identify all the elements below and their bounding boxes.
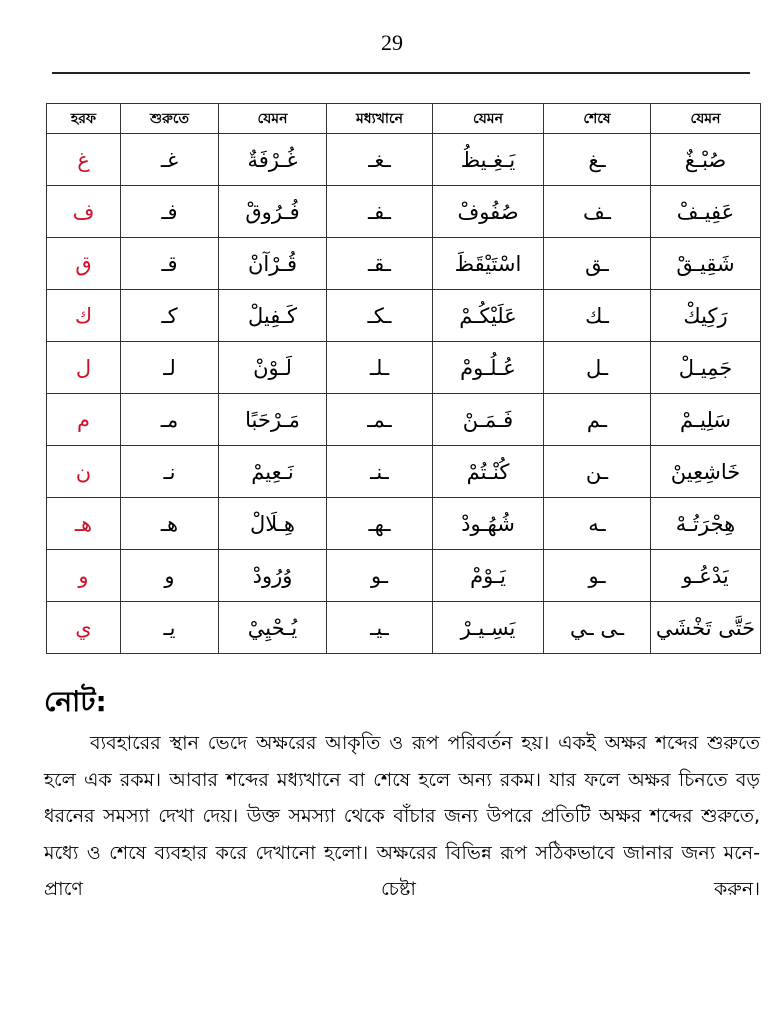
initial-example-cell: هِـلَالْ [219, 498, 327, 550]
medial-example-cell: كُنْـتُمْ [433, 446, 544, 498]
table-row [47, 134, 761, 186]
page-number: 29 [381, 30, 403, 55]
header-harf: হরফ [47, 104, 121, 134]
initial-example-cell: كَـفِيلْ [219, 290, 327, 342]
medial-form-cell: ـلـ [327, 342, 433, 394]
header-initial: শুরুতে [121, 104, 219, 134]
initial-form-cell: مـ [121, 394, 219, 446]
medial-example-cell: اسْتَيْقَظَ [433, 238, 544, 290]
harf-cell: ي [47, 602, 121, 654]
final-example-cell: حَتَّى تَخْشَي [651, 602, 761, 654]
initial-example-cell: وُرُودْ [219, 550, 327, 602]
table-row [47, 394, 761, 446]
final-form-cell: ـم [544, 394, 651, 446]
medial-example-cell: عُـلُـومْ [433, 342, 544, 394]
medial-example-cell: يَـوْمْ [433, 550, 544, 602]
initial-form-cell: كـ [121, 290, 219, 342]
final-form-cell: ـى ـي [544, 602, 651, 654]
initial-example-cell: مَـرْحَبًا [219, 394, 327, 446]
table-row [47, 186, 761, 238]
table-header-row [47, 104, 761, 134]
medial-example-cell: يَسِـيـرْ [433, 602, 544, 654]
note-body [44, 725, 760, 908]
harf-cell: ف [47, 186, 121, 238]
medial-example-cell: فَـمَـنْ [433, 394, 544, 446]
final-example-cell: شَقِيـقْ [651, 238, 761, 290]
harf-cell: غ [47, 134, 121, 186]
medial-form-cell: ـمـ [327, 394, 433, 446]
medial-form-cell: ـغـ [327, 134, 433, 186]
initial-form-cell: نـ [121, 446, 219, 498]
header-initial-example: যেমন [219, 104, 327, 134]
harf-cell: ن [47, 446, 121, 498]
table-row [47, 342, 761, 394]
final-form-cell: ـه [544, 498, 651, 550]
initial-form-cell: يـ [121, 602, 219, 654]
harf-cell: ق [47, 238, 121, 290]
harf-cell: ك [47, 290, 121, 342]
letter-forms-table [46, 103, 761, 654]
table-row [47, 290, 761, 342]
medial-form-cell: ـكـ [327, 290, 433, 342]
final-example-cell: هِجْرَتُـهْ [651, 498, 761, 550]
final-example-cell: جَمِيـلْ [651, 342, 761, 394]
final-example-cell: سَلِيـمْ [651, 394, 761, 446]
final-example-cell: عَفِيـفْ [651, 186, 761, 238]
final-form-cell: ـو [544, 550, 651, 602]
final-form-cell: ـل [544, 342, 651, 394]
harf-cell: هـ [47, 498, 121, 550]
harf-cell: و [47, 550, 121, 602]
initial-example-cell: قُـرْآنْ [219, 238, 327, 290]
initial-form-cell: قـ [121, 238, 219, 290]
final-form-cell: ـغ [544, 134, 651, 186]
table-row [47, 238, 761, 290]
initial-example-cell: يُـحْيِيْ [219, 602, 327, 654]
medial-form-cell: ـقـ [327, 238, 433, 290]
table-row [47, 446, 761, 498]
header-rule [52, 72, 750, 74]
table-row [47, 550, 761, 602]
initial-example-cell: لَـوْنْ [219, 342, 327, 394]
medial-example-cell: عَلَيْكُـمْ [433, 290, 544, 342]
initial-example-cell: غُـرْفَةٌ [219, 134, 327, 186]
header-final-example: যেমন [651, 104, 761, 134]
initial-form-cell: لـ [121, 342, 219, 394]
medial-form-cell: ـهـ [327, 498, 433, 550]
initial-example-cell: نَـعِيمْ [219, 446, 327, 498]
medial-example-cell: يَـغِـيظُ [433, 134, 544, 186]
harf-cell: ل [47, 342, 121, 394]
initial-form-cell: فـ [121, 186, 219, 238]
harf-cell: م [47, 394, 121, 446]
medial-example-cell: صُفُوفْ [433, 186, 544, 238]
medial-form-cell: ـو [327, 550, 433, 602]
table-row [47, 602, 761, 654]
initial-form-cell: هـ [121, 498, 219, 550]
note-text: ব্যবহারের স্থান ভেদে অক্ষরের আকৃতি ও রূপ পরিবর্তন হয়। একই অক্ষর শব্দের শুরুতে হলে এক রকম। আবার শব্দের মধ্যখানে বা শেষে হলে অন্য রকম। যার ফলে অক্ষর চিনতে বড় ধরনের সমস্যা দেখা দেয়। উক্ত সমস্যা থেকে বাঁচার জন্য উপরে প্রতিটি অক্ষর শব্দের শুরুতে, মধ্যে ও শেষে ব্যবহার করে দেখানো হলো। অক্ষরের বিভিন্ন রূপ সঠিকভাবে জানার জন্য মনে-প্রাণে চেষ্টা করুন। [44, 732, 760, 900]
final-form-cell: ـك [544, 290, 651, 342]
final-example-cell: خَاشِعِينْ [651, 446, 761, 498]
final-form-cell: ـن [544, 446, 651, 498]
medial-form-cell: ـفـ [327, 186, 433, 238]
medial-form-cell: ـيـ [327, 602, 433, 654]
final-example-cell: صُبْـغٌ [651, 134, 761, 186]
initial-form-cell: و [121, 550, 219, 602]
table-row [47, 498, 761, 550]
initial-form-cell: غـ [121, 134, 219, 186]
note-title: নোট: [44, 685, 107, 718]
header-final: শেষে [544, 104, 651, 134]
header-medial-example: যেমন [433, 104, 544, 134]
medial-example-cell: شُهُـودْ [433, 498, 544, 550]
header-medial: মধ্যখানে [327, 104, 433, 134]
final-example-cell: يَدْعُـو [651, 550, 761, 602]
final-example-cell: رَكِيكْ [651, 290, 761, 342]
final-form-cell: ـف [544, 186, 651, 238]
final-form-cell: ـق [544, 238, 651, 290]
medial-form-cell: ـنـ [327, 446, 433, 498]
initial-example-cell: فُـرُوقْ [219, 186, 327, 238]
